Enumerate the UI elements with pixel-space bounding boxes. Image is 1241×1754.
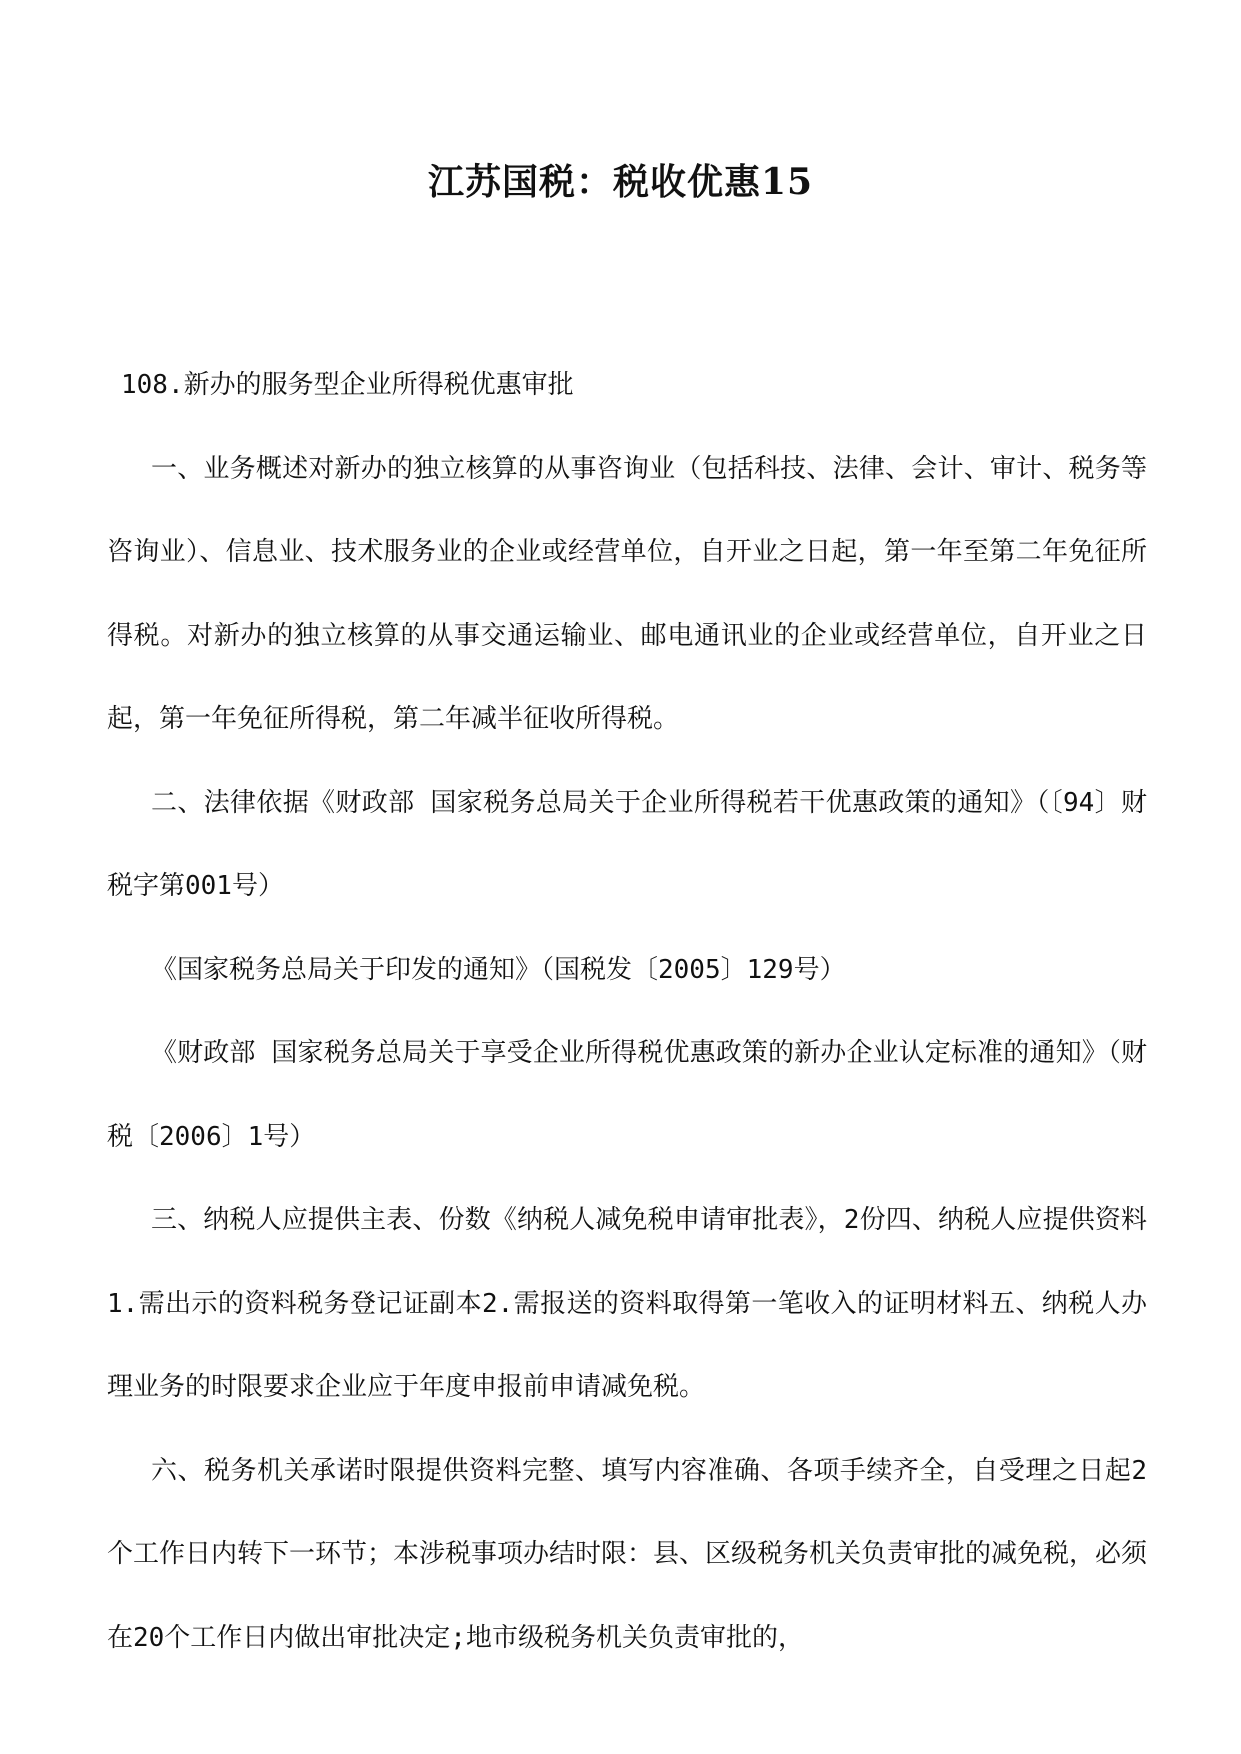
paragraph-legal-basis: 二、法律依据《财政部 国家税务总局关于企业所得税若干优惠政策的通知》（〔94〕财税字第001号） bbox=[107, 787, 1147, 901]
document-body bbox=[107, 344, 1147, 1680]
paragraph-overview: 一、业务概述对新办的独立核算的从事咨询业（包括科技、法律、会计、审计、税务等咨询业）、信息业、技术服务业的企业或经营单位，自开业之日起，第一年至第二年免征所得税。对新办的独立核算的从事交通运输业、邮电通讯业的企业或经营单位，自开业之日起，第一年免征所得税，第二年减半征收所得税。 bbox=[107, 453, 1147, 734]
document-title: 江苏国税：税收优惠15 bbox=[427, 161, 814, 203]
paragraph-notice-2005: 《国家税务总局关于印发的通知》（国税发〔2005〕129号） bbox=[151, 954, 846, 985]
paragraph-time-limit: 六、税务机关承诺时限提供资料完整、填写内容准确、各项手续齐全，自受理之日起2个工作日内转下一环节；本涉税事项办结时限：县、区级税务机关负责审批的减免税，必须在20个工作日内做出审批决定;地市级税务机关负责审批的， bbox=[107, 1455, 1148, 1653]
paragraph-materials: 三、纳税人应提供主表、份数《纳税人减免税申请审批表》，2份四、纳税人应提供资料1.需出示的资料税务登记证副本2.需报送的资料取得第一笔收入的证明材料五、纳税人办理业务的时限要求企业应于年度申报前申请减免税。 bbox=[107, 1205, 1147, 1402]
paragraph-notice-2006: 《财政部 国家税务总局关于享受企业所得税优惠政策的新办企业认定标准的通知》（财税〔2006〕1号） bbox=[107, 1038, 1147, 1152]
section-heading: 108.新办的服务型企业所得税优惠审批 bbox=[121, 370, 574, 400]
